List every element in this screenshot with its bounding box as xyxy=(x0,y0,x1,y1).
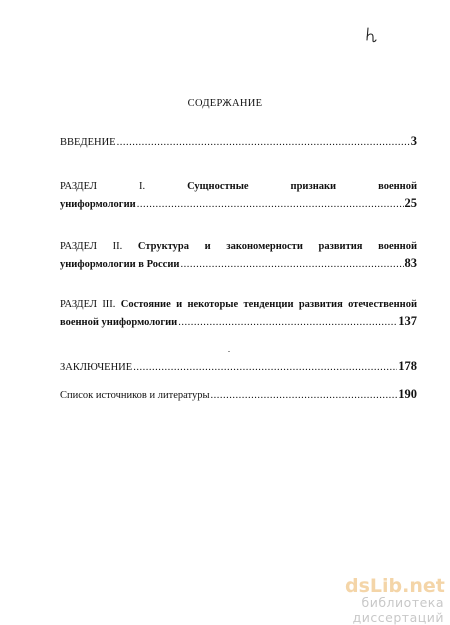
toc-dot-leader xyxy=(137,196,404,213)
toc-entry-section-2 xyxy=(60,238,417,273)
toc-page-number: 25 xyxy=(404,196,417,210)
toc-entry-section-3 xyxy=(60,296,417,331)
toc-entry-introduction xyxy=(60,133,417,151)
toc-word: закономерности xyxy=(226,241,303,252)
toc-dot-leader xyxy=(178,314,397,331)
handwritten-mark-icon xyxy=(364,27,378,43)
watermark-tagline: библиотека диссертаций xyxy=(352,595,444,625)
toc-word: и xyxy=(204,241,211,252)
toc-word: Сущностные xyxy=(187,181,249,192)
toc-page-number: 178 xyxy=(398,359,417,373)
toc-word: военной xyxy=(378,241,418,252)
toc-word: развития xyxy=(298,299,343,310)
watermark-logo[interactable]: dsLib.net xyxy=(345,575,445,597)
toc-word: Состояние xyxy=(120,299,171,310)
toc-word: II. xyxy=(112,241,123,252)
toc-entry-section-1 xyxy=(60,178,417,213)
toc-heading-line xyxy=(60,178,417,195)
page-title: СОДЕРЖАНИЕ xyxy=(187,98,263,109)
scan-speck xyxy=(228,351,230,352)
toc-heading-line xyxy=(60,296,417,313)
toc-label: униформологии xyxy=(60,199,136,210)
toc-word: тенденции xyxy=(243,299,294,310)
toc-page-number: 3 xyxy=(410,134,417,148)
toc-entry-conclusion xyxy=(60,358,417,376)
toc-label: ЗАКЛЮЧЕНИЕ xyxy=(60,362,133,373)
toc-page-number: 83 xyxy=(404,256,417,270)
toc-word: РАЗДЕЛ xyxy=(60,241,97,252)
toc-word: и xyxy=(176,299,183,310)
toc-entry-sources xyxy=(60,386,417,404)
toc-label: военной униформологии xyxy=(60,317,178,328)
toc-word: отечественной xyxy=(348,299,417,310)
toc-label: ВВЕДЕНИЕ xyxy=(60,137,116,148)
toc-heading-line xyxy=(60,238,417,255)
toc-word: РАЗДЕЛ xyxy=(60,181,97,192)
toc-word: III. xyxy=(102,299,116,310)
toc-word: признаки xyxy=(290,181,337,192)
toc-word: Структура xyxy=(137,241,189,252)
toc-word: развития xyxy=(318,241,363,252)
toc-word: I. xyxy=(138,181,146,192)
toc-word: РАЗДЕЛ xyxy=(60,299,97,310)
toc-page-number: 137 xyxy=(398,314,417,328)
toc-word: военной xyxy=(378,181,418,192)
toc-label: униформологии в России xyxy=(60,259,180,270)
toc-page-number: 190 xyxy=(398,387,417,401)
toc-dot-leader xyxy=(211,387,398,404)
toc-dot-leader xyxy=(133,359,397,376)
toc-label: Список источников и литературы xyxy=(60,390,210,401)
toc-word: некоторые xyxy=(187,299,239,310)
toc-dot-leader xyxy=(180,256,403,273)
toc-dot-leader xyxy=(117,134,410,151)
